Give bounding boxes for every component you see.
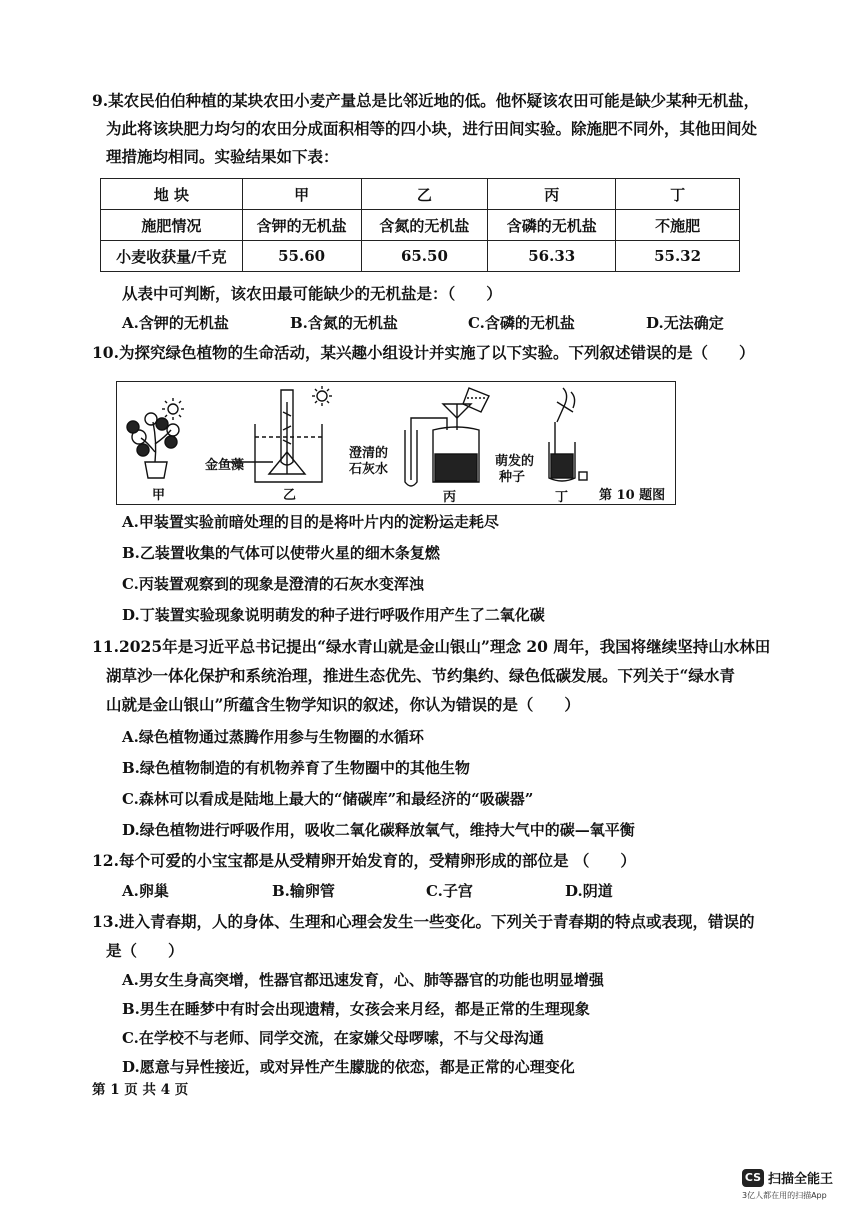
q9-option-d: D.无法确定 xyxy=(646,314,724,332)
figure-label-seeds-1: 萌发的 xyxy=(495,454,535,469)
scanner-watermark xyxy=(742,1168,833,1187)
figure-label-jinyuzao: 金鱼藻 xyxy=(205,458,245,473)
table-cell: 56.33 xyxy=(488,241,616,272)
table-cell: 甲 xyxy=(242,179,361,210)
table-cell: 不施肥 xyxy=(616,210,740,241)
table-cell: 丙 xyxy=(488,179,616,210)
q11-line-3: 山就是金山银山”所蕴含生物学知识的叙述，你认为错误的是（ ） xyxy=(106,695,580,714)
q11-option-b: B.绿色植物制造的有机物养育了生物圈中的其他生物 xyxy=(122,759,470,777)
q12-stem: 12.每个可爱的小宝宝都是从受精卵开始发育的，受精卵形成的部位是 （ ） xyxy=(92,851,636,870)
q9-option-a: A.含钾的无机盐 xyxy=(122,314,229,332)
table-cell: 55.60 xyxy=(242,241,361,272)
sun-icon xyxy=(312,386,332,406)
figure-label-limewater-2: 石灰水 xyxy=(349,462,389,477)
table-row xyxy=(101,179,740,210)
cs-logo-icon: CS xyxy=(742,1169,764,1187)
q9-option-b: B.含氮的无机盐 xyxy=(290,314,398,332)
table-cell: 乙 xyxy=(361,179,488,210)
table-cell: 65.50 xyxy=(361,241,488,272)
q13-option-d: D.愿意与异性接近，或对异性产生朦胧的依恋，都是正常的心理变化 xyxy=(122,1058,575,1076)
sun-icon xyxy=(162,398,184,420)
flask-icon xyxy=(405,388,489,486)
q12-option-d: D.阴道 xyxy=(565,882,613,900)
q13-option-b: B.男生在睡梦中有时会出现遗精，女孩会来月经，都是正常的生理现象 xyxy=(122,1000,590,1018)
figure-caption: 第 10 题图 xyxy=(599,488,666,503)
figure-label-bing: 丙 xyxy=(443,490,457,505)
q9-line-2: 为此将该块肥力均匀的农田分成面积相等的四小块，进行田间实验。除施肥不同外，其他田间处 xyxy=(106,119,758,138)
q13-line-1: 13.进入青春期，人的身体、生理和心理会发生一些变化。下列关于青春期的特点或表现，错误的 xyxy=(92,912,755,931)
table-cell: 丁 xyxy=(616,179,740,210)
q11-option-a: A.绿色植物通过蒸腾作用参与生物圈的水循环 xyxy=(122,728,424,746)
q12-option-a: A.卵巢 xyxy=(122,882,169,900)
q12-option-c: C.子宫 xyxy=(426,882,473,900)
q9-question: 从表中可判断，该农田最可能缺少的无机盐是：（ ） xyxy=(122,284,502,303)
table-row xyxy=(101,210,740,241)
table-cell: 小麦收获量/千克 xyxy=(101,241,243,272)
q10-stem: 10.为探究绿色植物的生命活动，某兴趣小组设计并实施了以下实验。下列叙述错误的是（ ） xyxy=(92,343,755,362)
table-cell: 55.32 xyxy=(616,241,740,272)
plant-icon xyxy=(127,413,179,478)
page-number: 第 1 页 共 4 页 xyxy=(92,1082,189,1098)
q10-option-d: D.丁装置实验现象说明萌发的种子进行呼吸作用产生了二氧化碳 xyxy=(122,606,545,624)
q11-line-2: 湖草沙一体化保护和系统治理，推进生态优先、节约集约、绿色低碳发展。下列关于“绿水青 xyxy=(106,666,735,685)
q11-option-d: D.绿色植物进行呼吸作用，吸收二氧化碳释放氧气，维持大气中的碳—氧平衡 xyxy=(122,821,635,839)
table-cell: 含磷的无机盐 xyxy=(488,210,616,241)
figure-label-yi: 乙 xyxy=(283,488,297,503)
figure-label-jia: 甲 xyxy=(152,488,166,503)
figure-label-ding: 丁 xyxy=(555,490,569,505)
q11-line-1: 11.2025年是习近平总书记提出“绿水青山就是金山银山”理念 20 周年，我国将继续坚持山水林田 xyxy=(92,637,771,656)
watermark-subtitle: 3亿人都在用的扫描App xyxy=(742,1191,827,1200)
q13-option-c: C.在学校不与老师、同学交流，在家嫌父母啰嗦，不与父母沟通 xyxy=(122,1029,544,1047)
table-cell: 施肥情况 xyxy=(101,210,243,241)
table-cell: 含钾的无机盐 xyxy=(242,210,361,241)
q9-line-1: 9.某农民伯伯种植的某块农田小麦产量总是比邻近地的低。他怀疑该农田可能是缺少某种无机盐， xyxy=(92,91,760,110)
watermark-name: 扫描全能王 xyxy=(768,1172,834,1187)
q9-option-c: C.含磷的无机盐 xyxy=(468,314,575,332)
table-row xyxy=(101,241,740,272)
q13-option-a: A.男女生身高突增，性器官都迅速发育，心、肺等器官的功能也明显增强 xyxy=(122,971,604,989)
jar-icon xyxy=(549,388,587,481)
q12-option-b: B.输卵管 xyxy=(272,882,335,900)
figure-label-limewater-1: 澄清的 xyxy=(349,446,389,461)
table-cell: 地 块 xyxy=(101,179,243,210)
figure-label-seeds-2: 种子 xyxy=(499,470,526,485)
q13-line-2: 是（ ） xyxy=(106,941,184,960)
q10-figure xyxy=(116,381,676,505)
q10-option-a: A.甲装置实验前暗处理的目的是将叶片内的淀粉运走耗尽 xyxy=(122,513,499,531)
q10-option-c: C.丙装置观察到的现象是澄清的石灰水变浑浊 xyxy=(122,575,424,593)
q11-option-c: C.森林可以看成是陆地上最大的“储碳库”和最经济的“吸碳器” xyxy=(122,790,534,808)
q10-apparatus-illustration xyxy=(117,382,675,504)
table-cell: 含氮的无机盐 xyxy=(361,210,488,241)
q10-option-b: B.乙装置收集的气体可以使带火星的细木条复燃 xyxy=(122,544,440,562)
q9-line-3: 理措施均相同。实验结果如下表： xyxy=(106,147,339,166)
q9-results-table xyxy=(100,178,740,272)
